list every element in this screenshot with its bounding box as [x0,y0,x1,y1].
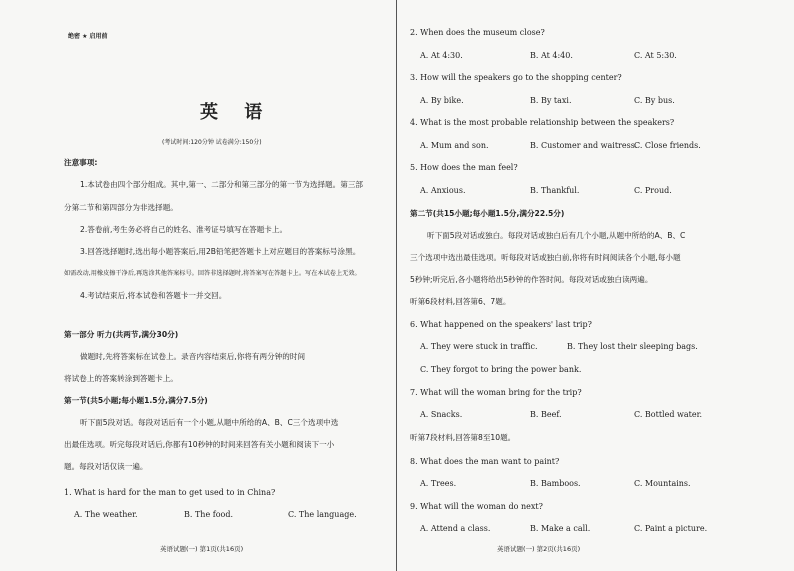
section1-intro: 出最佳选项。听完每段对话后,你都有10秒钟的时间来回答有关小题和阅读下一小 [64,440,335,449]
q8-option-a: A. Trees. [420,479,457,488]
section2-heading: 第二节(共15小题;每小题1.5分,满分22.5分) [410,209,565,218]
right-page [397,0,794,571]
section1-intro: 题。每段对话仅读一遍。 [64,462,148,471]
part1-intro: 做题时,先将答案标在试卷上。录音内容结束后,你将有两分钟的时间 [80,352,306,361]
page-footer: 英语试题(一) 第1页(共16页) [160,545,244,553]
q1-option-c: C. The language. [288,510,357,519]
question-5: 5. How does the man feel? [410,163,518,172]
section2-intro: 5秒钟;听完后,各小题将给出5秒钟的作答时间。每段对话或独白读两遍。 [410,275,653,284]
q8-option-c: C. Mountains. [634,479,691,488]
notice-item: 4.考试结束后,将本试卷和答题卡一并交回。 [80,291,227,300]
section2-intro: 听下面5段对话或独白。每段对话或独白后有几个小题,从题中所给的A、B、C [427,231,686,240]
section1-intro: 听下面5段对话。每段对话后有一个小题,从题中所给的A、B、C三个选项中选 [80,418,339,427]
notice-item: 1.本试卷由四个部分组成。其中,第一、二部分和第三部分的第一节为选择题。第三部 [80,180,364,189]
listen-instruction: 听第7段材料,回答第8至10题。 [410,433,516,442]
exam-subtitle: (考试时间:120分钟 试卷满分:150分) [162,139,262,146]
question-1: 1. What is hard for the man to get used to in China? [64,488,276,497]
q4-option-a: A. Mum and son. [420,141,489,150]
q4-option-c: C. Close friends. [634,141,701,150]
q7-option-c: C. Bottled water. [634,410,703,419]
notice-item: 如需改动,用橡皮擦干净后,再选涂其他答案标号。回答非选择题时,将答案写在答题卡上。写在本试卷上无效。 [64,270,361,277]
question-3: 3. How will the speakers go to the shopping center? [410,73,622,82]
q5-option-a: A. Anxious. [420,186,466,195]
q5-option-b: B. Thankful. [530,186,580,195]
part1-heading: 第一部分 听力(共两节,满分30分) [64,330,179,339]
secret-mark: 绝密 ★ 启用前 [68,33,108,40]
question-6: 6. What happened on the speakers' last trip? [410,320,592,329]
exam-title: 英 语 [200,102,273,123]
notice-heading: 注意事项: [64,158,98,167]
page-footer: 英语试题(一) 第2页(共16页) [497,545,581,553]
q6-option-a: A. They were stuck in traffic. [420,342,538,351]
q2-option-c: C. At 5:30. [634,51,677,60]
q6-option-b: B. They lost their sleeping bags. [567,342,698,351]
q6-option-c: C. They forgot to bring the power bank. [420,365,582,374]
question-4: 4. What is the most probable relationship between the speakers? [410,118,675,127]
question-8: 8. What does the man want to paint? [410,457,560,466]
q1-option-a: A. The weather. [74,510,138,519]
q9-option-b: B. Make a call. [530,524,591,533]
notice-item: 3.回答选择题时,选出每小题答案后,用2B铅笔把答题卡上对应题目的答案标号涂黑。 [80,247,361,256]
section2-intro: 三个选项中选出最佳选项。听每段对话或独白前,你将有时间阅读各个小题,每小题 [410,253,681,262]
part1-intro: 将试卷上的答案转涂到答题卡上。 [64,374,178,383]
notice-item: 2.答卷前,考生务必将自己的姓名、准考证号填写在答题卡上。 [80,225,288,234]
q9-option-c: C. Paint a picture. [634,524,708,533]
q5-option-c: C. Proud. [634,186,672,195]
q2-option-a: A. At 4:30. [420,51,463,60]
question-9: 9. What will the woman do next? [410,502,543,511]
q7-option-b: B. Beef. [530,410,562,419]
q9-option-a: A. Attend a class. [420,524,491,533]
section1-heading: 第一节(共5小题;每小题1.5分,满分7.5分) [64,396,208,405]
question-2: 2. When does the museum close? [410,28,545,37]
q3-option-a: A. By bike. [420,96,464,105]
question-7: 7. What will the woman bring for the trip? [410,388,582,397]
notice-item: 分第二节和第四部分为非选择题。 [64,203,178,212]
q3-option-b: B. By taxi. [530,96,572,105]
q2-option-b: B. At 4:40. [530,51,573,60]
section2-intro: 听第6段材料,回答第6、7题。 [410,297,511,306]
q3-option-c: C. By bus. [634,96,675,105]
q4-option-b: B. Customer and waitress. [530,141,638,150]
q1-option-b: B. The food. [184,510,233,519]
q7-option-a: A. Snacks. [420,410,463,419]
q8-option-b: B. Bamboos. [530,479,581,488]
